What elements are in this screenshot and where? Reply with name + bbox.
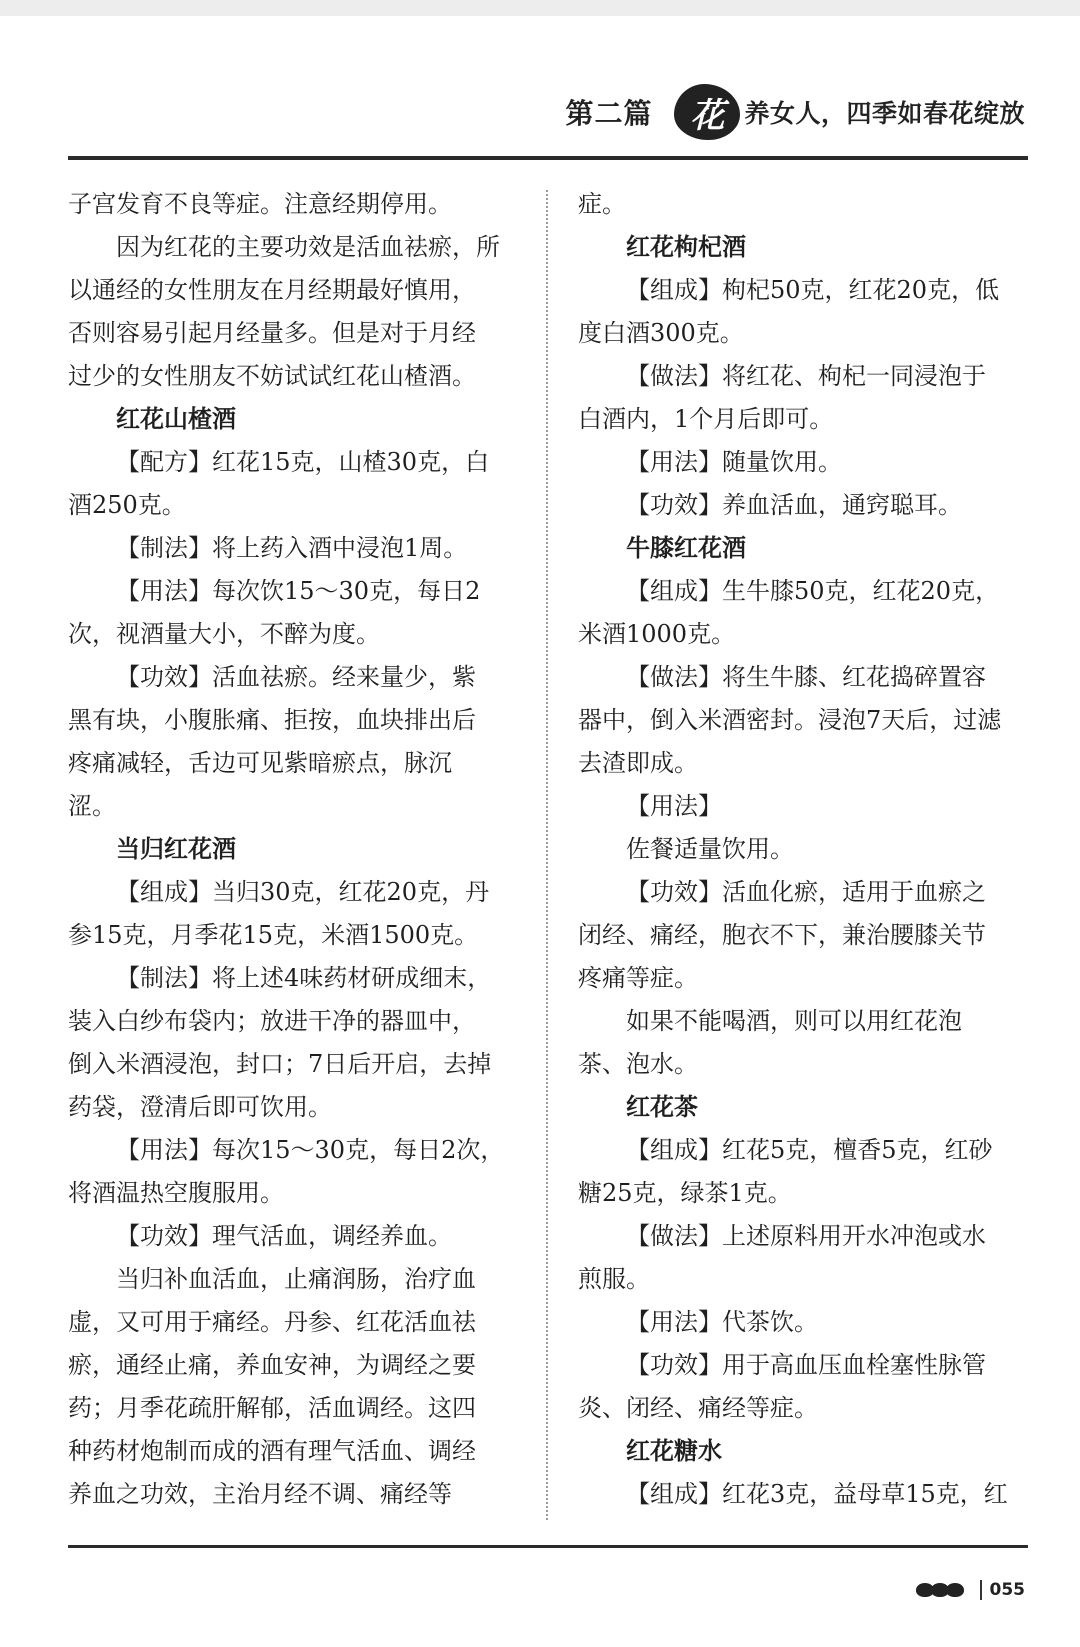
text-line: 将酒温热空腹服用。	[68, 1179, 284, 1207]
text-line: 【组成】生牛膝50克，红花20克，	[626, 577, 1000, 605]
text-line: 【配方】红花15克，山楂30克，白	[116, 448, 490, 476]
text-line: 糖25克，绿茶1克。	[578, 1179, 792, 1207]
header-rule	[68, 156, 1028, 160]
recipe-heading: 红花茶	[626, 1093, 698, 1121]
chapter-subtitle: 养女人，四季如春花绽放	[744, 99, 1025, 128]
recipe-heading: 红花山楂酒	[116, 405, 236, 433]
text-line: 【组成】枸杞50克，红花20克，低	[626, 276, 1000, 304]
column-divider	[546, 190, 548, 1520]
text-line: 白酒内，1个月后即可。	[578, 405, 834, 433]
text-line: 去渣即成。	[578, 749, 698, 777]
text-line: 【功效】理气活血，调经养血。	[116, 1222, 452, 1250]
text-line: 【做法】将红花、枸杞一同浸泡于	[626, 362, 986, 390]
text-line: 养血之功效，主治月经不调、痛经等	[68, 1480, 452, 1508]
text-line: 虚，又可用于痛经。丹参、红花活血祛	[68, 1308, 476, 1336]
text-line: 涩。	[68, 792, 116, 820]
text-line: 瘀，通经止痛，养血安神，为调经之要	[68, 1351, 476, 1379]
text-line: 【功效】用于高血压血栓塞性脉管	[626, 1351, 986, 1379]
text-line: 【制法】将上述4味药材研成细末，	[116, 964, 492, 992]
flower-emblem-icon	[674, 84, 740, 140]
text-line: 炎、闭经、痛经等症。	[578, 1394, 818, 1422]
text-line: 闭经、痛经，胞衣不下，兼治腰膝关节	[578, 921, 986, 949]
page-footer	[919, 1580, 1026, 1600]
text-line: 因为红花的主要功效是活血祛瘀，所	[116, 233, 500, 261]
recipe-heading: 红花糖水	[626, 1437, 722, 1465]
left-text-column	[68, 183, 523, 1516]
text-line: 【用法】每次15～30克，每日2次，	[116, 1136, 505, 1164]
text-line: 【用法】随量饮用。	[626, 448, 842, 476]
text-line: 【组成】红花5克，檀香5克，红砂	[626, 1136, 993, 1164]
text-line: 煎服。	[578, 1265, 650, 1293]
text-line: 次，视酒量大小，不醉为度。	[68, 620, 380, 648]
part-number: 第二篇	[565, 97, 653, 130]
text-line: 否则容易引起月经量多。但是对于月经	[68, 319, 476, 347]
text-line: 度白酒300克。	[578, 319, 744, 347]
recipe-heading: 牛膝红花酒	[626, 534, 746, 562]
text-line: 疼痛等症。	[578, 964, 698, 992]
text-line: 【制法】将上药入酒中浸泡1周。	[116, 534, 468, 562]
text-line: 【做法】上述原料用开水冲泡或水	[626, 1222, 986, 1250]
text-line: 【组成】当归30克，红花20克，丹	[116, 878, 490, 906]
text-line: 【用法】	[626, 792, 722, 820]
footer-rule	[68, 1545, 1028, 1548]
text-line: 疼痛减轻，舌边可见紫暗瘀点，脉沉	[68, 749, 452, 777]
text-line: 如果不能喝酒，则可以用红花泡	[626, 1007, 962, 1035]
text-line: 米酒1000克。	[578, 620, 736, 648]
text-line: 以通经的女性朋友在月经期最好慎用，	[68, 276, 476, 304]
recipe-heading: 当归红花酒	[116, 835, 236, 863]
text-line: 参15克，月季花15克，米酒1500克。	[68, 921, 479, 949]
text-line: 当归补血活血，止痛润肠，治疗血	[116, 1265, 476, 1293]
text-line: 【功效】养血活血，通窍聪耳。	[626, 491, 962, 519]
text-line: 症。	[578, 190, 626, 218]
scan-top-edge	[0, 0, 1080, 16]
text-line: 【功效】活血化瘀，适用于血瘀之	[626, 878, 986, 906]
recipe-heading: 红花枸杞酒	[626, 233, 746, 261]
text-line: 佐餐适量饮用。	[626, 835, 794, 863]
text-line: 【用法】代茶饮。	[626, 1308, 818, 1336]
text-line: 药；月季花疏肝解郁，活血调经。这四	[68, 1394, 476, 1422]
text-line: 酒250克。	[68, 491, 186, 519]
text-line: 器中，倒入米酒密封。浸泡7天后，过滤	[578, 706, 1002, 734]
text-line: 【用法】每次饮15～30克，每日2	[116, 577, 481, 605]
text-line: 倒入米酒浸泡，封口；7日后开启，去掉	[68, 1050, 492, 1078]
text-line: 【做法】将生牛膝、红花捣碎置容	[626, 663, 986, 691]
text-line: 种药材炮制而成的酒有理气活血、调经	[68, 1437, 476, 1465]
footer-separator	[980, 1580, 982, 1600]
emblem-character: 花	[690, 95, 725, 136]
text-line: 装入白纱布袋内；放进干净的器皿中，	[68, 1007, 476, 1035]
page-number: 055	[989, 1580, 1025, 1600]
text-line: 【功效】活血祛瘀。经来量少，紫	[116, 663, 476, 691]
text-line: 药袋，澄清后即可饮用。	[68, 1093, 332, 1121]
text-line: 过少的女性朋友不妨试试红花山楂酒。	[68, 362, 476, 390]
running-header	[565, 84, 1025, 140]
heart-ornament-icon	[919, 1583, 964, 1597]
text-line: 茶、泡水。	[578, 1050, 698, 1078]
right-text-column	[578, 183, 1033, 1516]
text-line: 子宫发育不良等症。注意经期停用。	[68, 190, 452, 218]
text-line: 黑有块，小腹胀痛、拒按，血块排出后	[68, 706, 476, 734]
text-line: 【组成】红花3克，益母草15克，红	[626, 1480, 1008, 1508]
